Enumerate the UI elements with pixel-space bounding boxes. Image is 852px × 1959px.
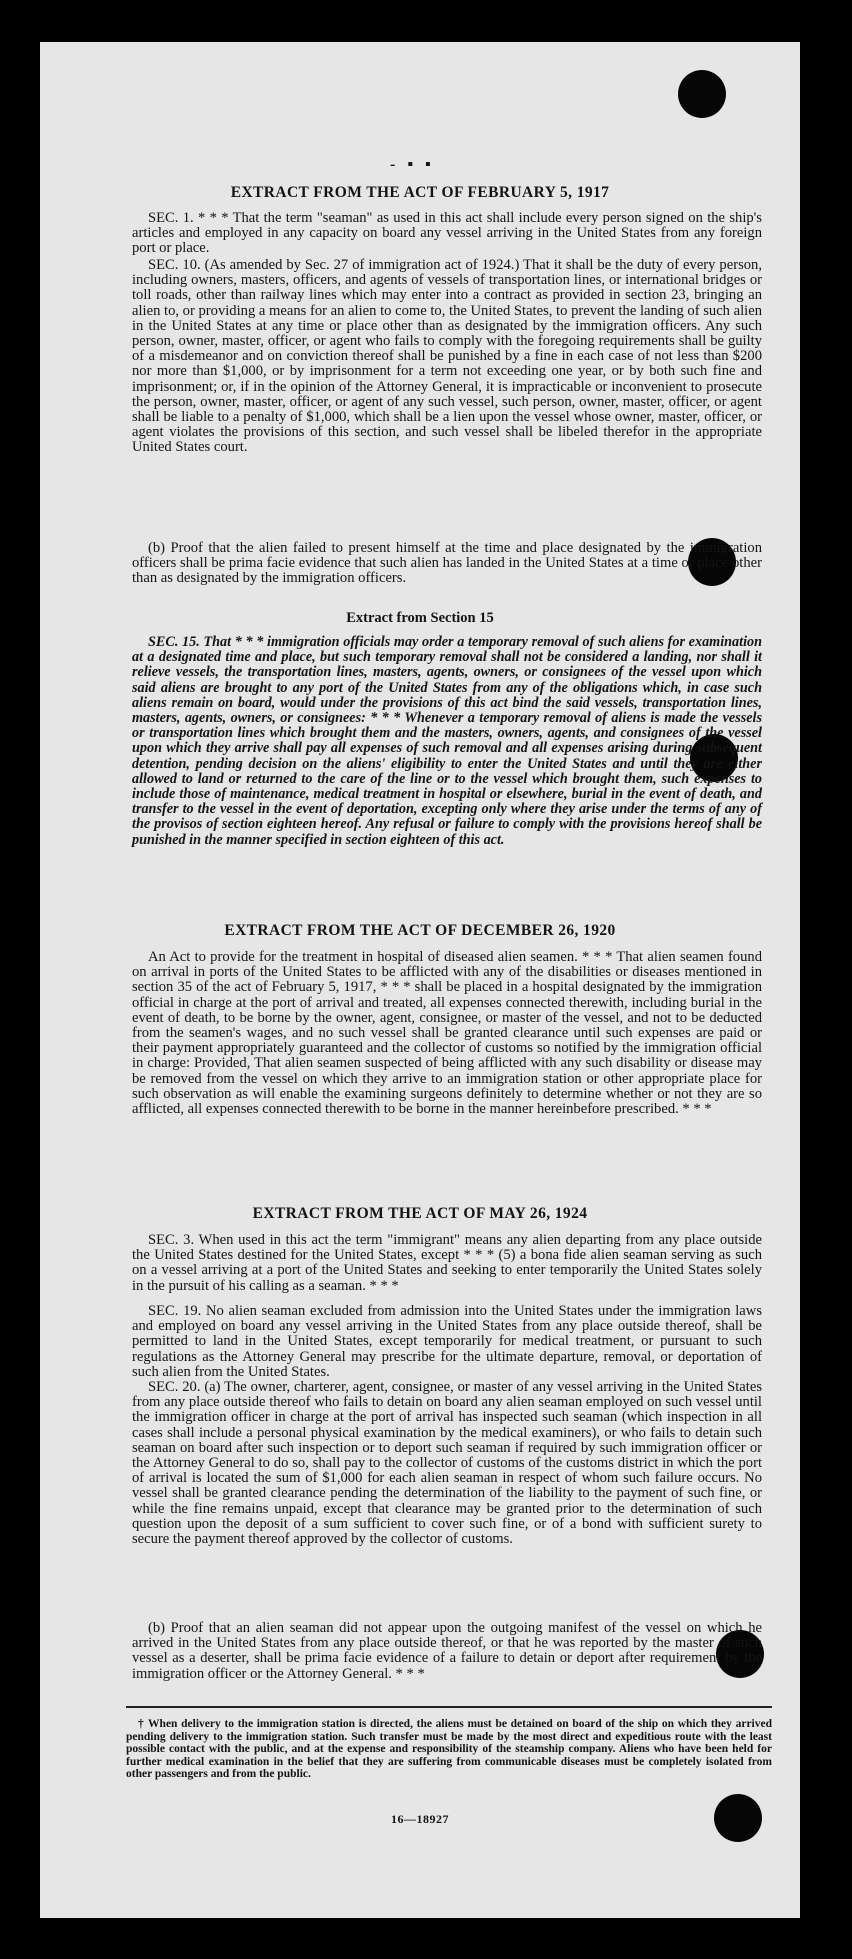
section-heading-1917: EXTRACT FROM THE ACT OF FEBRUARY 5, 1917 xyxy=(230,184,610,201)
punch-hole xyxy=(678,70,726,118)
sec10b-paragraph: (b) Proof that the alien failed to present himself at the time and place designated by the immigration officers shall be prima facie evidence that such alien has landed in the United States at a time or place other than as designated by the immigration officers. xyxy=(132,540,762,587)
section-heading-1924: EXTRACT FROM THE ACT OF MAY 26, 1924 xyxy=(252,1205,588,1222)
sec20a-paragraph: SEC. 20. (a) The owner, charterer, agent, consignee, or master of any vessel arriving in the United States from any place outside thereof who fails to detain on board any alien seaman employed on such vessel until the immigration officer in charge at the port of arrival has inspected such seaman (which inspection in all cases shall include a personal physical examination by the medical examiners), or who fails to detain such seaman on board after such inspection or to deport such seaman if required by such immigration officer or the Attorney General to do so, shall pay to the collector of customs of the customs district in which the port of arrival is located the sum of $1,000 for each alien seaman in respect of whom such failure occurs. No vessel shall be granted clearance pending the determination of the liability to the payment of such fine, or while the fine remains unpaid, except that clearance may be granted prior to the determination of such question upon the deposit of a sum sufficient to cover such fine, or of a bond with sufficient surety to secure the payment thereof approved by the collector of customs. xyxy=(132,1379,762,1548)
footnote-divider xyxy=(126,1706,772,1708)
document-page xyxy=(40,42,800,1918)
sec1-paragraph: SEC. 1. * * * That the term "seaman" as used in this act shall include every person signed on the ship's articles and employed in any capacity on board any vessel arriving in the United States from any foreign port or place. xyxy=(132,210,762,257)
sec10-paragraph: SEC. 10. (As amended by Sec. 27 of immigration act of 1924.) That it shall be the duty of every person, including owners, masters, officers, and agents of vessels of transportation lines, or international bridges or toll roads, other than railway lines which may enter into a contract as provided in section 23, bringing an alien to, or providing a means for an alien to come to, the United States, to prevent the landing of such alien in the United States at any time or place other than as designated by the immigration officers. Any such person, owner, master, officer, or agent who fails to comply with the foregoing requirements shall be guilty of a misdemeanor and on conviction thereof shall be punished by a fine in each case of not less than $200 nor more than $1,000, or by imprisonment for a term not exceeding one year, or by both such fine and imprisonment; or, if in the opinion of the Attorney General, it is impracticable or inconvenient to prosecute the person, owner, master, officer, or agent of any such vessel, such person, owner, master, officer, or agent shall be liable to a penalty of $1,000, which shall be a lien upon the vessel whose owner, master, officer, or agent violates the provisions of this section, and such vessel shall be libeled therefor in the appropriate United States court. xyxy=(132,257,762,456)
act-1920-paragraph: An Act to provide for the treatment in hospital of diseased alien seamen. * * * That alien seamen found on arrival in ports of the United States to be afflicted with any of the disabilities or diseases mentioned in section 35 of the act of February 5, 1917, * * * shall be placed in a hospital designated by the immigration official in charge at the port of arrival and treated, all expenses connected therewith, including burial in the event of death, to be borne by the owner, agent, consignee, or master of the vessel, and not to be deducted from the seamen's wages, and no such vessel shall be granted clearance until such expenses are paid or their payment appropriately guaranteed and the collector of customs so notified by the immigration official in charge: Provided, That alien seamen suspected of being afflicted with any such disability or disease may be removed from the vessel on which they arrive to an immigration station or other appropriate place for such observation as will enable the examining surgeons definitely to determine whether or not they are so afflicted, all expenses connected therewith to be borne in the manner hereinbefore prescribed. * * * xyxy=(132,949,762,1118)
sec20b-paragraph: (b) Proof that an alien seaman did not appear upon the outgoing manifest of the vessel on which he arrived in the United States from any place outside thereof, or that he was reported by the master of such vessel as a deserter, shall be prima facie evidence of a failure to detain or deport after requirement by the immigration officer or the Attorney General. * * * xyxy=(132,1620,762,1682)
footnote-text: † When delivery to the immigration station is directed, the aliens must be detained on board of the ship on which they arrived pending delivery to the immigration station. Such transfer must be made by the most direct and expeditious route with the least possible contact with the public, and at the expense and responsibility of the steamship company. Aliens who have been held for further medical examination in the belief that they are suffering from communicable diseases must be completely isolated from other passengers and from the public. xyxy=(126,1718,772,1781)
sec15-paragraph: SEC. 15. That * * * immigration officials may order a temporary removal of such aliens for examination at a designated time and place, but such temporary removal shall not be considered a landing, nor shall it relieve vessels, the transportation lines, masters, agents, owners, or consignees of the vessel upon which said aliens are brought to any port of the United States from any of the obligations which, in case such aliens remain on board, would under the provisions of this act bind the said vessels, transportation lines, masters, agents, owners, or consignees: * * * Whenever a temporary removal of aliens is made the vessels or transportation lines which brought them and the masters, owners, agents, and consignees of the vessel upon which they arrive shall pay all expenses of such removal and all expenses arising during subsequent detention, pending decision on the aliens' eligibility to enter the United States and until they are either allowed to land or returned to the care of the line or to the vessel which brought them, such expenses to include those of maintenance, medical treatment in hospital or elsewhere, burial in the event of death, and transfer to the vessel in the event of deportation, excepting only where they arise under the terms of any of the provisos of section eighteen hereof. Any refusal or failure to comply with the provisions hereof shall be punished in the manner specified in section eighteen of this act. xyxy=(132,634,762,848)
decorative-dashes: - ▪ ▪ xyxy=(390,156,435,173)
section-heading-sec15: Extract from Section 15 xyxy=(346,610,494,626)
sec3-paragraph: SEC. 3. When used in this act the term "immigrant" means any alien departing from any place outside the United States destined for the United States, except * * * (5) a bona fide alien seaman serving as such on a vessel arriving at a port of the United States and seeking to enter temporarily the United States solely in the pursuit of his calling as a seaman. * * * xyxy=(132,1232,762,1294)
section-heading-1920: EXTRACT FROM THE ACT OF DECEMBER 26, 1920 xyxy=(224,922,616,939)
sec19-paragraph: SEC. 19. No alien seaman excluded from admission into the United States under the immigration laws and employed on board any vessel arriving in the United States from any place outside thereof, shall be permitted to land in the United States, except temporarily for medical treatment, or pursuant to such regulations as the Attorney General may prescribe for the ultimate departure, removal, or deportation of such alien from the United States. xyxy=(132,1303,762,1380)
form-code: 16—18927 xyxy=(391,1812,449,1826)
